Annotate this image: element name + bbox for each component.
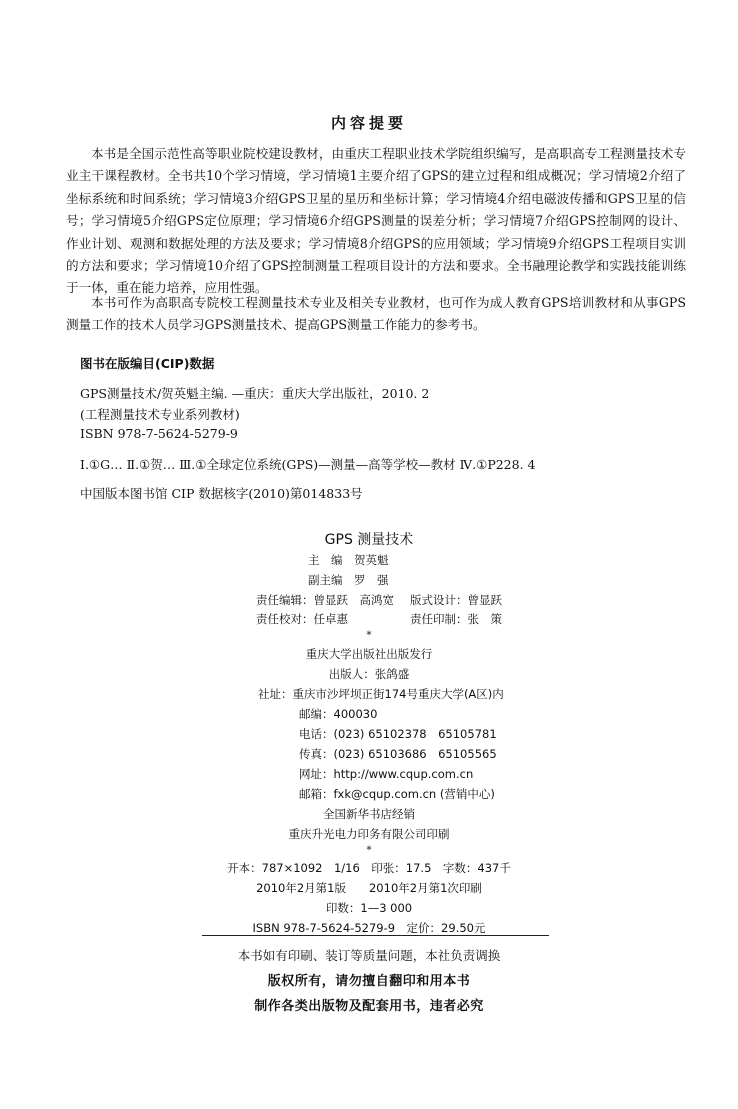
website: 网址：http://www.cqup.com.cn xyxy=(299,767,474,781)
cip-heading: 图书在版编目(CIP)数据 xyxy=(80,356,215,371)
responsible-editors: 责任编辑：曾显跃 高鸿宽 xyxy=(256,593,394,607)
copyright-notice: 版权所有，请勿擅自翻印和用本书 xyxy=(267,974,471,989)
print-supervisor: 责任印制：张 策 xyxy=(410,612,502,626)
publisher: 重庆大学出版社出版发行 xyxy=(305,647,433,661)
deputy-editor: 副主编 罗 强 xyxy=(308,573,389,587)
separator-star-2: * xyxy=(366,845,372,856)
separator-star: * xyxy=(366,630,372,641)
footer-divider xyxy=(202,935,549,936)
edition-info: 2010年2月第1版 2010年2月第1次印刷 xyxy=(256,881,482,895)
printer: 重庆升光电力印务有限公司印刷 xyxy=(288,827,450,841)
phone: 电话：(023) 65102378 65105781 xyxy=(299,727,497,741)
summary-title: 内容提要 xyxy=(330,114,407,132)
cip-line-isbn: ISBN 978-7-5624-5279-9 xyxy=(80,426,238,441)
summary-paragraph-2: 本书可作为高职高专院校工程测量技术专业及相关专业教材，也可作为成人教育GPS培训教材和从事GPS测量工作的技术人员学习GPS测量技术、提高GPS测量工作能力的参考书。 xyxy=(66,295,686,333)
layout-design: 版式设计：曾显跃 xyxy=(410,593,502,607)
proofreader: 责任校对：任卓惠 xyxy=(256,612,348,626)
cip-line-title: GPS测量技术/贺英魁主编. —重庆：重庆大学出版社，2010. 2 xyxy=(80,386,430,401)
address: 社址：重庆市沙坪坝正街174号重庆大学(A区)内 xyxy=(258,687,504,701)
print-run: 印数：1—3 000 xyxy=(325,901,413,915)
quality-notice: 本书如有印刷、装订等质量问题，本社负责调换 xyxy=(237,948,501,963)
distributor: 全国新华书店经销 xyxy=(323,807,415,821)
summary-paragraph-1: 本书是全国示范性高等职业院校建设教材，由重庆工程职业技术学院组织编写，是高职高专工程测量技术专业主干课程教材。全书共10个学习情境，学习情境1主要介绍了GPS的建立过程和组成概况；学习情境2介绍了坐标系统和时间系统；学习情境3介绍GPS卫星的星历和坐标计算；学习情境4介绍电磁波传播和GPS卫星的信号；学习情境5介绍GPS定位原理；学习情境6介绍GPS测量的误差分析；学习情境7介绍GPS控制网的设计、作业计划、观测和数据处理的方法及要求；学习情境8介绍GPS的应用领域；学习情境9介绍GPS工程项目实训的方法和要求；学习情境10介绍了GPS控制测量工程项目设计的方法和要求。全书融理论教学和实践技能训练于一体，重在能力培养，应用性强。 xyxy=(66,146,686,296)
postcode: 邮编：400030 xyxy=(299,707,378,721)
format-info: 开本：787×1092 1/16 印张：17.5 字数：437千 xyxy=(227,861,511,875)
book-title: GPS 测量技术 xyxy=(324,532,414,548)
editor: 主 编 贺英魁 xyxy=(308,553,389,567)
fax: 传真：(023) 65103686 65105565 xyxy=(299,747,497,761)
publisher-person: 出版人：张鸽盛 xyxy=(328,667,410,681)
cip-line-series: (工程测量技术专业系列教材) xyxy=(80,407,240,422)
cip-line-classification: Ⅰ.①G… Ⅱ.①贺… Ⅲ.①全球定位系统(GPS)—测量—高等学校—教材 Ⅳ.①P228. 4 xyxy=(80,457,536,472)
isbn-price: ISBN 978-7-5624-5279-9 定价：29.50元 xyxy=(252,921,486,935)
piracy-warning: 制作各类出版物及配套用书，违者必究 xyxy=(254,999,484,1014)
email: 邮箱：fxk@cqup.com.cn (营销中心) xyxy=(299,787,495,801)
cip-line-record: 中国版本图书馆 CIP 数据核字(2010)第014833号 xyxy=(80,486,363,501)
